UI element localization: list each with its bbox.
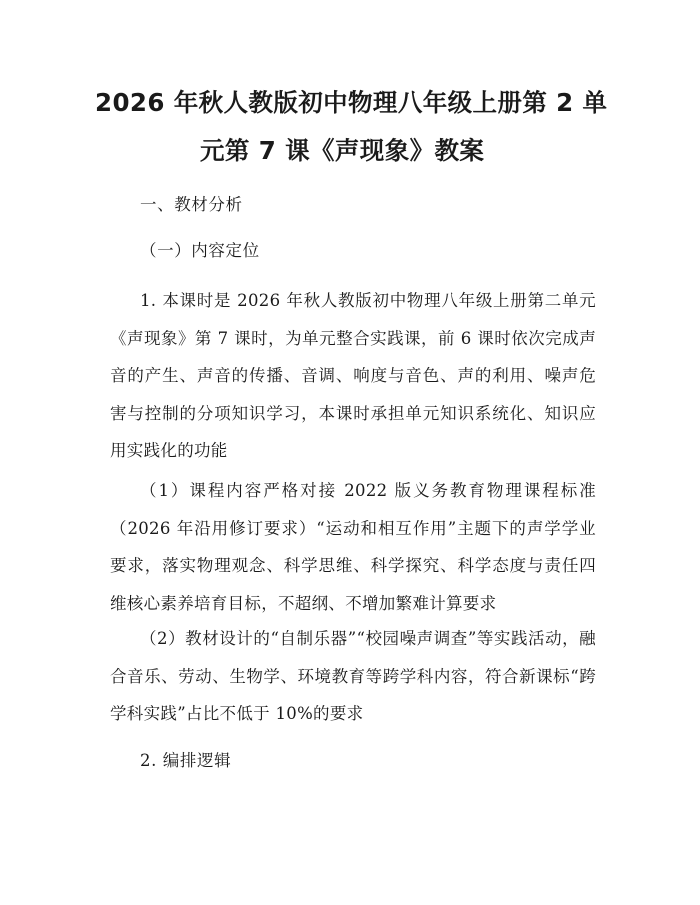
subsection-heading: （一）内容定位	[140, 241, 260, 260]
document-title-line-2: 元第 7 课《声现象》教案	[200, 136, 485, 165]
body-paragraph: 1. 本课时是 2026 年秋人教版初中物理八年级上册第二单元《声现象》第 7 课时，为单元整合实践课，前 6 课时依次完成声音的产生、声音的传播、音调、响度与音色、声的利用、噪声危害与控制的分项知识学习，本课时承担单元知识系统化、知识应用实践化的功能	[110, 291, 596, 461]
section-heading: 一、教材分析	[140, 195, 243, 214]
body-paragraph: （1）课程内容严格对接 2022 版义务教育物理课程标准（2026 年沿用修订要求）“运动和相互作用”主题下的声学学业要求，落实物理观念、科学思维、科学探究、科学态度与责任四维核心素养培育目标，不超纲、不增加繁难计算要求	[110, 481, 596, 613]
body-paragraph: （2）教材设计的“自制乐器”“校园噪声调查”等实践活动，融合音乐、劳动、生物学、环境教育等跨学科内容，符合新课标“跨学科实践”占比不低于 10%的要求	[110, 629, 596, 724]
document-title-line-1: 2026 年秋人教版初中物理八年级上册第 2 单	[95, 88, 608, 117]
subsection-heading: 2. 编排逻辑	[140, 751, 232, 770]
